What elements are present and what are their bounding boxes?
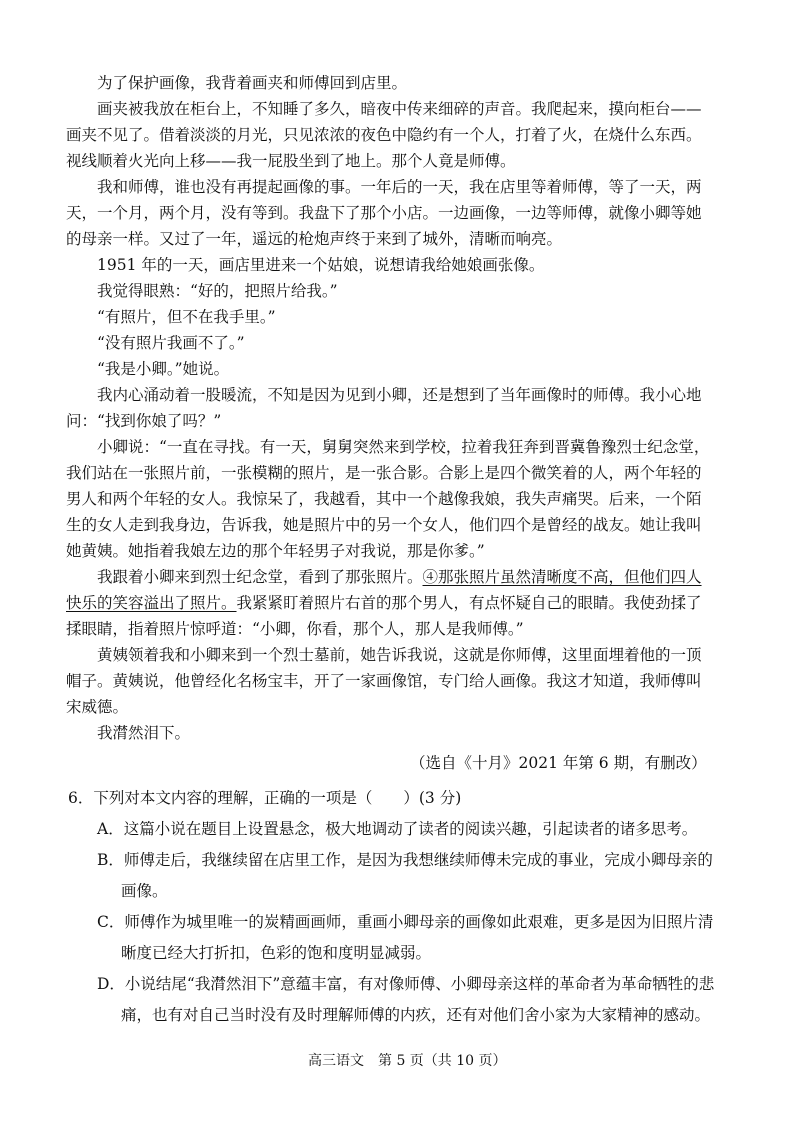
option-b: B．师傅走后，我继续留在店里工作，是因为我想继续师傅未完成的事业，完成小卿母亲的 bbox=[97, 851, 713, 869]
paragraph-line: 帽子。黄姨说，他曾经化名杨宝丰，开了一家画像馆，专门给人画像。我这才知道，我师傅叫 bbox=[66, 672, 702, 690]
paragraph-line: 我觉得眼熟：“好的，把照片给我。” bbox=[97, 282, 338, 300]
source-citation: （选自《十月》2021 年第 6 期，有删改） bbox=[410, 754, 707, 772]
paragraph-line: “有照片，但不在我手里。” bbox=[97, 308, 276, 326]
option-c: C．师傅作为城里唯一的炭精画画师，重画小卿母亲的画像如此艰难，更多是因为旧照片清 bbox=[97, 913, 714, 931]
page-footer: 高三语文 第 5 页（共 10 页） bbox=[308, 1053, 507, 1069]
paragraph-line: 揉眼睛，指着照片惊呼道：“小卿，你看，那个人，那人是我师傅。” bbox=[66, 620, 524, 638]
paragraph-line bbox=[97, 566, 702, 588]
paragraph-line: 天，一个月，两个月，没有等到。我盘下了那个小店。一边画像，一边等师傅，就像小卿等她 bbox=[66, 204, 702, 222]
paragraph-line: 我内心涌动着一股暖流，不知是因为见到小卿，还是想到了当年画像时的师傅。我小心地 bbox=[97, 386, 702, 404]
paragraph-line: 我潸然泪下。 bbox=[97, 724, 191, 742]
paragraph-line: 她黄姨。她指着我娘左边的那个年轻男子对我说，那是你爹。” bbox=[66, 542, 485, 560]
paragraph-line: 我和师傅，谁也没有再提起画像的事。一年后的一天，我在店里等着师傅，等了一天，两 bbox=[97, 178, 702, 196]
paragraph-line: 为了保护画像，我背着画夹和师傅回到店里。 bbox=[97, 74, 408, 92]
option-a: A．这篇小说在题目上设置悬念，极大地调动了读者的阅读兴趣，引起读者的诸多思考。 bbox=[97, 820, 698, 838]
paragraph-line: 的母亲一样。又过了一年，遥远的枪炮声终于来到了城外，清晰而响亮。 bbox=[66, 230, 563, 248]
option-d-cont: 痛，也有对自己当时没有及时理解师傅的内疚，还有对他们舍小家为大家精神的感动。 bbox=[121, 1006, 711, 1024]
paragraph-line: “没有照片我画不了。” bbox=[97, 334, 245, 352]
paragraph-line: 1951 年的一天，画店里进来一个姑娘，说想请我给她娘画张像。 bbox=[97, 256, 545, 274]
paragraph-line: 画夹不见了。借着淡淡的月光，只见浓浓的夜色中隐约有一个人，打着了火，在烧什么东西。 bbox=[66, 126, 702, 144]
paragraph-line: “我是小卿。”她说。 bbox=[97, 360, 230, 378]
paragraph-line: 生的女人走到我身边，告诉我，她是照片中的另一个女人，他们四个是曾经的战友。她让我叫 bbox=[66, 516, 702, 534]
paragraph-text: 我跟着小卿来到烈士纪念堂，看到了那张照片。 bbox=[97, 568, 423, 586]
paragraph-line: 黄姨领着我和小卿来到一个烈士墓前，她告诉我说，这就是你师傅，这里面埋着他的一顶 bbox=[97, 646, 702, 664]
paragraph-line: 问：“找到你娘了吗？” bbox=[66, 412, 222, 430]
paragraph-line: 男人和两个年轻的女人。我惊呆了，我越看，其中一个越像我娘，我失声痛哭。后来，一个陌 bbox=[66, 490, 702, 508]
option-d: D．小说结尾“我潸然泪下”意蕴丰富，有对像师傅、小卿母亲这样的革命者为革命牺牲的悲 bbox=[97, 975, 715, 993]
paragraph-line: 宋威德。 bbox=[66, 698, 129, 716]
paragraph-text: 我紧紧盯着照片右首的那个男人，有点怀疑自己的眼睛。我使劲揉了 bbox=[236, 594, 702, 612]
paragraph-line: 画夹被我放在柜台上，不知睡了多久，暗夜中传来细碎的声音。我爬起来，摸向柜台—— bbox=[97, 100, 702, 118]
option-c-cont: 晰度已经大打折扣，色彩的饱和度明显减弱。 bbox=[121, 944, 432, 962]
underlined-sentence-4: ④那张照片虽然清晰度不高，但他们四人 bbox=[422, 568, 702, 586]
option-b-cont: 画像。 bbox=[121, 882, 168, 900]
paragraph-line bbox=[66, 592, 702, 614]
paragraph-line: 我们站在一张照片前，一张模糊的照片，是一张合影。合影上是四个微笑着的人，两个年轻的 bbox=[66, 464, 702, 482]
paragraph-line: 视线顺着火光向上移——我一屁股坐到了地上。那个人竟是师傅。 bbox=[66, 152, 516, 170]
question-stem: 6．下列对本文内容的理解，正确的一项是（ ）(3 分) bbox=[68, 789, 462, 807]
paragraph-line: 小卿说：“一直在寻找。有一天，舅舅突然来到学校，拉着我狂奔到晋冀鲁豫烈士纪念堂， bbox=[97, 438, 710, 456]
underlined-sentence-4-cont: 快乐的笑容溢出了照片。 bbox=[66, 594, 237, 612]
